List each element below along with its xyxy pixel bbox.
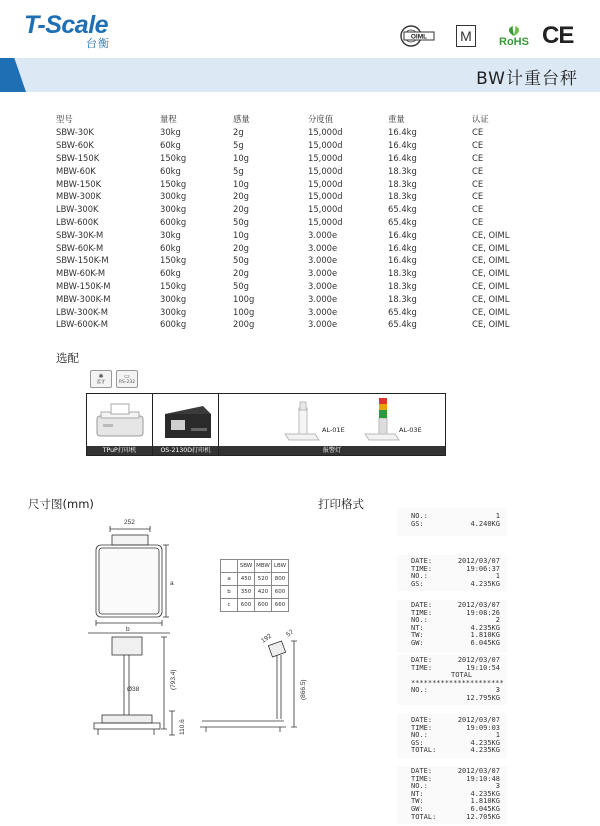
spec-row (56, 318, 552, 331)
rs232-icon (116, 370, 138, 388)
spec-cell: 200g (233, 319, 255, 330)
spec-cell: CE, OIML (472, 293, 510, 304)
spec-cell: 60kg (160, 140, 181, 151)
spec-cell: LBW-300K-M (56, 306, 108, 317)
receipt-line: TIME: 19:10:48 (411, 774, 500, 783)
spec-row (56, 216, 552, 229)
dim-cell: 600 (238, 599, 255, 612)
spec-cell: 15,000d (308, 127, 343, 138)
spec-row (56, 203, 552, 216)
spec-cell: 3.000e (308, 280, 338, 291)
logo-chinese: 台衡 (86, 37, 110, 50)
dim-a-label: a (170, 580, 174, 587)
receipt-line: TIME: 19:09:03 (411, 723, 500, 732)
receipt-line: TW: 1.810KG (411, 797, 500, 806)
spec-cell: 65.4kg (388, 319, 417, 330)
dim-row-b (221, 586, 289, 599)
spec-header-row (56, 112, 552, 126)
col-header-capacity: 量程 (160, 114, 177, 124)
receipt-line: TIME: 19:08:26 (411, 608, 500, 617)
spec-cell: 18.3kg (388, 165, 417, 176)
os2130d-printer (153, 394, 219, 455)
spec-cell: 20g (233, 268, 249, 279)
dim-cell: 350 (238, 586, 255, 599)
receipt-line: NO.: 2 (411, 616, 500, 625)
spec-row (56, 177, 552, 190)
spec-table (56, 112, 552, 331)
col-header-resolution: 感量 (233, 114, 250, 124)
spec-row (56, 164, 552, 177)
receipt-2 (397, 555, 507, 591)
receipt-line: TW: 1.810KG (411, 631, 500, 640)
spec-cell: CE, OIML (472, 319, 510, 330)
head-width-1-label: 192 (260, 632, 274, 645)
spec-cell: 15,000d (308, 152, 343, 163)
dim-b-label: b (126, 626, 130, 633)
pole-diameter-label: Ø38 (127, 686, 140, 693)
receipt-line: GS: 4.240KG (411, 519, 500, 528)
spec-cell: 50g (233, 255, 249, 266)
page-title: BW计重台秤 (476, 69, 578, 89)
logo-wordmark: T-Scale (24, 11, 109, 39)
spec-cell: 300kg (160, 204, 187, 215)
spec-cell: 10g (233, 152, 249, 163)
receipt-line: TOTAL: 12.705KG (411, 812, 500, 821)
receipt-line: NO.: 1 (411, 572, 500, 581)
spec-cell: 15,000d (308, 204, 343, 215)
spec-cell: MBW-300K-M (56, 293, 111, 304)
spec-cell: MBW-300K (56, 191, 102, 202)
spec-cell: CE, OIML (472, 242, 510, 253)
spec-cell: CE, OIML (472, 268, 510, 279)
spec-cell: 16.4kg (388, 152, 417, 163)
dim-cell: 420 (255, 586, 272, 599)
dim-table-corner (221, 560, 238, 573)
spec-cell: 65.4kg (388, 204, 417, 215)
spec-cell: 65.4kg (388, 216, 417, 227)
receipt-line: DATE: 2012/03/07 (411, 656, 500, 664)
dim-cell: 800 (272, 573, 289, 586)
spec-row (56, 126, 552, 139)
spec-cell: 60kg (160, 242, 181, 253)
spec-cell: 15,000d (308, 178, 343, 189)
spec-cell: SBW-60K-M (56, 242, 104, 253)
dim-table-header (221, 560, 289, 573)
print-format-heading: 打印格式 (318, 497, 364, 511)
spec-cell: SBW-150K-M (56, 255, 109, 266)
spec-cell: MBW-150K-M (56, 280, 111, 291)
bluetooth-label: 蓝牙 (96, 380, 106, 385)
col-header-weight: 重量 (388, 114, 405, 124)
spec-cell: 2g (233, 127, 244, 138)
alarm-lights (219, 394, 445, 455)
spec-cell: MBW-150K (56, 178, 102, 189)
rs232-glyph: ▭ (124, 373, 130, 380)
spec-cell: 18.3kg (388, 178, 417, 189)
spec-cell: 15,000d (308, 216, 343, 227)
spec-cell: CE (472, 178, 484, 189)
spec-cell: 100g (233, 306, 255, 317)
receipt-line: NO.: 1 (411, 512, 500, 520)
side-height-label: (866.5) (300, 679, 307, 700)
spec-cell: 18.3kg (388, 191, 417, 202)
options-heading: 选配 (56, 351, 79, 365)
spec-cell: 60kg (160, 268, 181, 279)
spec-cell: 150kg (160, 255, 187, 266)
receipt-line: TIME: 19:10:54 (411, 663, 500, 672)
top-width-label: 252 (124, 519, 135, 526)
spec-cell: LBW-300K (56, 204, 99, 215)
head-width-2-label: 57 (285, 628, 296, 639)
spec-cell: 3.000e (308, 306, 338, 317)
spec-row (56, 292, 552, 305)
spec-row (56, 280, 552, 293)
spec-cell: CE, OIML (472, 280, 510, 291)
spec-cell: 300kg (160, 306, 187, 317)
al01e-label: AL-01E (322, 426, 345, 434)
spec-cell: CE, OIML (472, 229, 510, 240)
spec-cell: CE (472, 191, 484, 202)
dimension-table (220, 559, 289, 612)
receipt-line: GS: 4.235KG (411, 579, 500, 588)
os2130d-printer-label: OS-2130D打印机 (153, 446, 218, 455)
pole-height-label: (793.4) (170, 669, 177, 690)
spec-cell: 600kg (160, 319, 187, 330)
dimension-drawing (80, 515, 380, 749)
spec-cell: 16.4kg (388, 229, 417, 240)
spec-cell: 16.4kg (388, 140, 417, 151)
rs232-label: RS-232 (118, 380, 136, 385)
spec-cell: 15,000d (308, 191, 343, 202)
dim-cell: 450 (238, 573, 255, 586)
receipt-line: DATE: 2012/03/07 (411, 601, 500, 609)
dim-cell: 600 (272, 586, 289, 599)
receipt-line: TOTAL (451, 671, 473, 680)
spec-cell: 10g (233, 229, 249, 240)
spec-cell: 15,000d (308, 165, 343, 176)
spec-cell: LBW-600K-M (56, 319, 108, 330)
rohs-text: RoHS (499, 35, 529, 48)
receipt-line: NO.: 3 (411, 782, 500, 791)
spec-cell: 150kg (160, 152, 187, 163)
dimension-heading: 尺寸图(mm) (28, 497, 94, 511)
spec-cell: CE (472, 216, 484, 227)
spec-cell: 18.3kg (388, 280, 417, 291)
dim-col-mbw: MBW (255, 560, 272, 573)
receipt-6 (397, 766, 507, 824)
spec-cell: 65.4kg (388, 306, 417, 317)
oiml-text: OIML (410, 33, 428, 41)
receipt-line: DATE: 2012/03/07 (411, 716, 500, 724)
spec-row (56, 228, 552, 241)
spec-cell: 18.3kg (388, 293, 417, 304)
spec-cell: 18.3kg (388, 268, 417, 279)
accessories-panel (86, 393, 446, 456)
receipt-line: NT: 4.235KG (411, 789, 500, 798)
receipt-line: GW: 6.045KG (411, 638, 500, 647)
dim-cell: 520 (255, 573, 272, 586)
spec-cell: 50g (233, 216, 249, 227)
m-mark-icon: M (456, 25, 476, 47)
spec-cell: 3.000e (308, 242, 338, 253)
spec-cell: MBW-60K (56, 165, 96, 176)
receipt-4 (397, 655, 507, 705)
rohs-icon (496, 23, 532, 49)
spec-cell: SBW-30K-M (56, 229, 104, 240)
spec-cell: 16.4kg (388, 127, 417, 138)
receipt-line: TIME: 19:06:37 (411, 564, 500, 573)
spec-cell: 16.4kg (388, 255, 417, 266)
base-height-label: 110.6 (179, 719, 186, 735)
dim-cell: 660 (272, 599, 289, 612)
brand-logo (24, 12, 110, 51)
spec-cell: 5g (233, 165, 244, 176)
spec-cell: 100g (233, 293, 255, 304)
receipt-line: DATE: 2012/03/07 (411, 767, 500, 775)
spec-cell: 3.000e (308, 268, 338, 279)
spec-cell: 30kg (160, 229, 181, 240)
receipt-line: 12.795KG (466, 693, 500, 702)
spec-cell: MBW-60K-M (56, 268, 106, 279)
dim-col-sbw: SBW (238, 560, 255, 573)
receipt-1 (397, 508, 507, 536)
tpup-printer-label: TPuP打印机 (87, 446, 152, 455)
interface-icons (90, 370, 138, 388)
receipt-line: TOTAL: 4.235KG (411, 746, 500, 755)
spec-cell: 3.000e (308, 229, 338, 240)
receipt-separator: ********************** (411, 678, 504, 687)
spec-row (56, 254, 552, 267)
spec-row (56, 190, 552, 203)
receipt-3 (397, 600, 507, 652)
spec-cell: 150kg (160, 178, 187, 189)
certification-marks (400, 22, 573, 50)
spec-cell: 20g (233, 191, 249, 202)
spec-cell: 20g (233, 204, 249, 215)
spec-cell: CE (472, 204, 484, 215)
spec-cell: CE (472, 127, 484, 138)
spec-cell: 15,000d (308, 140, 343, 151)
dim-cell: 600 (255, 599, 272, 612)
receipt-line: NO.: 1 (411, 731, 500, 740)
tpup-printer (87, 394, 153, 455)
receipt-line: DATE: 2012/03/07 (411, 557, 500, 565)
spec-cell: 600kg (160, 216, 187, 227)
spec-cell: 300kg (160, 191, 187, 202)
spec-cell: 50g (233, 280, 249, 291)
receipt-line: GS: 4.235KG (411, 738, 500, 747)
spec-cell: CE, OIML (472, 306, 510, 317)
spec-cell: 5g (233, 140, 244, 151)
spec-cell: 3.000e (308, 293, 338, 304)
tpup-printer-image (87, 394, 153, 448)
spec-cell: 3.000e (308, 319, 338, 330)
receipt-5 (397, 714, 507, 758)
dim-cell: c (221, 599, 238, 612)
dim-row-a (221, 573, 289, 586)
spec-cell: LBW-600K (56, 216, 99, 227)
dim-row-c (221, 599, 289, 612)
os2130d-printer-image (153, 394, 219, 448)
spec-cell: 20g (233, 242, 249, 253)
spec-cell: 30kg (160, 127, 181, 138)
spec-cell: 150kg (160, 280, 187, 291)
spec-row (56, 267, 552, 280)
bluetooth-icon (90, 370, 112, 388)
alarm-lights-label: 报警灯 (219, 446, 445, 455)
bluetooth-glyph: ✱ (98, 373, 104, 380)
spec-cell: 10g (233, 178, 249, 189)
col-header-division: 分度值 (308, 114, 334, 124)
dim-cell: b (221, 586, 238, 599)
ce-mark-icon: CE (542, 22, 574, 49)
spec-cell: CE (472, 140, 484, 151)
spec-cell: SBW-150K (56, 152, 100, 163)
spec-cell: 60kg (160, 165, 181, 176)
spec-row (56, 139, 552, 152)
spec-row (56, 241, 552, 254)
spec-cell: SBW-30K (56, 127, 94, 138)
spec-row (56, 305, 552, 318)
oiml-icon (400, 23, 436, 49)
dim-col-lbw: LBW (272, 560, 289, 573)
spec-cell: 300kg (160, 293, 187, 304)
col-header-model: 型号 (56, 114, 73, 124)
receipt-line: NO.: 3 (411, 686, 500, 695)
spec-cell: CE (472, 165, 484, 176)
col-header-certification: 认证 (472, 114, 489, 124)
spec-row (56, 152, 552, 165)
spec-cell: CE, OIML (472, 255, 510, 266)
receipt-line: NT: 4.235KG (411, 623, 500, 632)
receipt-line: GW: 6.045KG (411, 804, 500, 813)
spec-cell: SBW-60K (56, 140, 94, 151)
alarm-lights-image (219, 394, 445, 448)
dim-cell: a (221, 573, 238, 586)
al03e-label: AL-03E (399, 426, 422, 434)
spec-cell: CE (472, 152, 484, 163)
spec-cell: 3.000e (308, 255, 338, 266)
spec-cell: 16.4kg (388, 242, 417, 253)
